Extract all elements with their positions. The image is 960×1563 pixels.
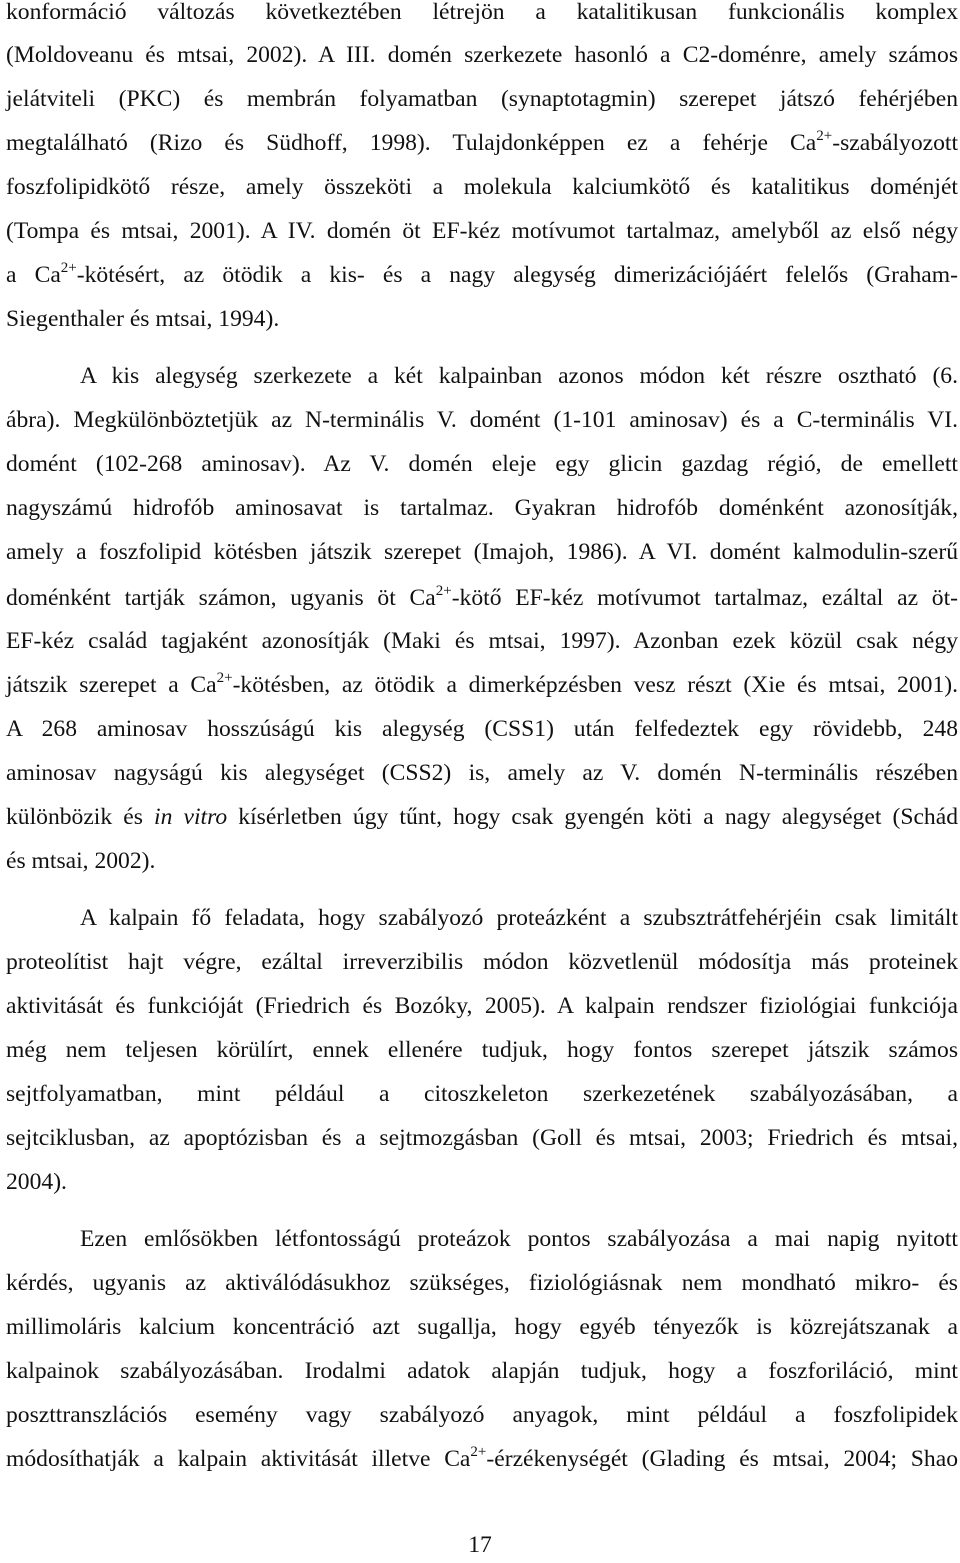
text-line <box>6 755 958 791</box>
text-segment: konformáció változás következtében létrejön a katalitikusan funkcionális komplex <box>6 0 958 25</box>
text-line <box>6 1164 958 1200</box>
text-segment: -érzékenységét (Glading és mtsai, 2004; Shao <box>486 1446 958 1472</box>
text-segment: -kötésben, az ötödik a dimerképzésben vesz részt (Xie és mtsai, 2001). <box>232 672 958 698</box>
text-line <box>6 0 958 30</box>
text-line <box>6 1076 958 1112</box>
text-segment: sejtfolyamatban, mint például a citoszkeleton szerkezetének szabályozásában, a <box>6 1081 958 1107</box>
text-line <box>6 81 958 117</box>
text-segment: különbözik és <box>6 804 155 830</box>
text-line <box>6 843 958 879</box>
page-number: 17 <box>468 1532 492 1558</box>
text-segment: és mtsai, 2002). <box>6 848 156 874</box>
text-line <box>6 37 958 73</box>
text-segment: Ezen emlősökben létfontosságú proteázok pontos szabályozása a mai napig nyitott <box>80 1226 958 1252</box>
text-line <box>6 667 958 703</box>
text-segment: A kis alegység szerkezete a két kalpainban azonos módon két részre osztható (6. <box>80 363 958 389</box>
superscript: 2+ <box>816 128 833 144</box>
text-line <box>6 580 958 616</box>
text-line <box>6 534 958 570</box>
text-segment: jelátviteli (PKC) és membrán folyamatban (synaptotagmin) szerepet játszó fehérjében <box>6 86 958 112</box>
text-line <box>6 1032 958 1068</box>
text-segment: foszfolipidkötő része, amely összeköti a molekula kalciumkötő és katalitikus doménjét <box>6 174 958 200</box>
text-line <box>6 125 958 161</box>
text-line <box>6 1397 958 1433</box>
italic-text: in vitro <box>154 804 228 830</box>
text-segment: megtalálható (Rizo és Südhoff, 1998). Tulajdonképpen ez a fehérje Ca <box>6 130 817 156</box>
text-line <box>6 1353 958 1389</box>
text-line <box>6 301 958 337</box>
text-segment: -kötésért, az ötödik a kis- és a nagy alegység dimerizációjáért felelős (Graham- <box>76 262 958 288</box>
text-segment: doménként tartják számon, ugyanis öt Ca <box>6 585 436 611</box>
text-segment: kérdés, ugyanis az aktiválódásukhoz szükséges, fiziológiásnak nem mondható mikro- és <box>6 1270 958 1296</box>
text-line <box>6 1265 958 1301</box>
text-line <box>6 358 958 394</box>
text-line <box>6 490 958 526</box>
text-segment: A kalpain fő feladata, hogy szabályozó proteázként a szubsztrátfehérjéin csak limitált <box>80 905 958 931</box>
text-line <box>6 1120 958 1156</box>
text-segment: -kötő EF-kéz motívumot tartalmaz, ezáltal az öt- <box>451 585 958 611</box>
text-segment: amely a foszfolipid kötésben játszik szerepet (Imajoh, 1986). A VI. domént kalmodulin-szerű <box>6 539 958 565</box>
text-segment: 2004). <box>6 1169 67 1195</box>
text-segment: Siegenthaler és mtsai, 1994). <box>6 306 280 332</box>
text-segment: a Ca <box>6 262 61 288</box>
text-line <box>6 900 958 936</box>
text-segment: kísérletben úgy tűnt, hogy csak gyengén köti a nagy alegységet (Schád <box>227 804 958 830</box>
superscript: 2+ <box>470 1444 487 1460</box>
text-line <box>6 213 958 249</box>
text-segment: EF-kéz család tagjaként azonosítják (Maki és mtsai, 1997). Azonban ezek közül csak négy <box>6 628 958 654</box>
text-line <box>6 1441 958 1477</box>
text-segment: aminosav nagyságú kis alegységet (CSS2) is, amely az V. domén N-terminális részében <box>6 760 958 786</box>
text-line <box>6 446 958 482</box>
text-segment: aktivitását és funkcióját (Friedrich és Bozóky, 2005). A kalpain rendszer fiziológiai funkciója <box>6 993 958 1019</box>
text-segment: proteolítist hajt végre, ezáltal irreverzibilis módon közvetlenül módosítja más proteinek <box>6 949 958 975</box>
text-line <box>6 1309 958 1345</box>
text-line <box>6 402 958 438</box>
superscript: 2+ <box>60 260 77 276</box>
text-line <box>6 169 958 205</box>
text-segment: még nem teljesen körülírt, ennek ellenére tudjuk, hogy fontos szerepet játszik számos <box>6 1037 958 1063</box>
text-segment: poszttranszlációs esemény vagy szabályozó anyagok, mint például a foszfolipidek <box>6 1402 958 1428</box>
text-segment: ábra). Megkülönböztetjük az N-terminális V. domént (1-101 aminosav) és a C-terminális VI. <box>6 407 958 433</box>
superscript: 2+ <box>435 583 452 599</box>
text-segment: játszik szerepet a Ca <box>6 672 217 698</box>
text-segment: -szabályozott <box>832 130 958 156</box>
text-segment: (Tompa és mtsai, 2001). A IV. domén öt EF-kéz motívumot tartalmaz, amelyből az első négy <box>6 218 958 244</box>
text-line <box>6 1221 958 1257</box>
text-segment: nagyszámú hidrofób aminosavat is tartalmaz. Gyakran hidrofób doménként azonosítják, <box>6 495 958 521</box>
text-segment: A 268 aminosav hosszúságú kis alegység (CSS1) után felfedeztek egy rövidebb, 248 <box>6 716 958 742</box>
text-segment: domént (102-268 aminosav). Az V. domén eleje egy glicin gazdag régió, de emellett <box>6 451 958 477</box>
text-line <box>6 623 958 659</box>
text-line <box>6 257 958 293</box>
superscript: 2+ <box>216 670 233 686</box>
text-segment: sejtciklusban, az apoptózisban és a sejtmozgásban (Goll és mtsai, 2003; Friedrich és mtsai, <box>6 1125 958 1151</box>
text-segment: millimoláris kalcium koncentráció azt sugallja, hogy egyéb tényezők is közrejátszanak a <box>6 1314 958 1340</box>
text-segment: módosíthatják a kalpain aktivitását illetve Ca <box>6 1446 471 1472</box>
text-line <box>6 799 958 835</box>
text-segment: kalpainok szabályozásában. Irodalmi adatok alapján tudjuk, hogy a foszforiláció, mint <box>6 1358 958 1384</box>
text-segment: (Moldoveanu és mtsai, 2002). A III. domén szerkezete hasonló a C2-doménre, amely számos <box>6 42 958 68</box>
text-line <box>6 711 958 747</box>
text-line <box>6 988 958 1024</box>
text-line <box>6 944 958 980</box>
